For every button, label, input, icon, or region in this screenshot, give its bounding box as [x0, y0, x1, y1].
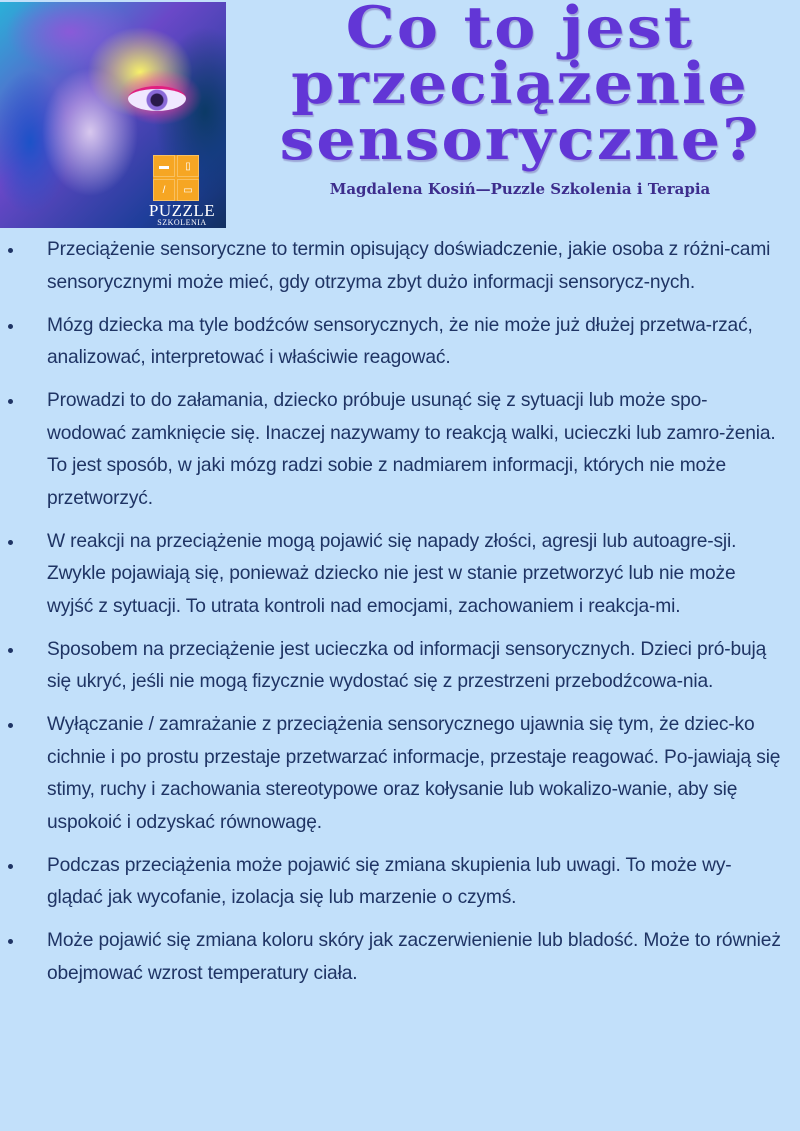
book-icon: ▬ — [153, 155, 175, 177]
list-item-text: Przeciążenie sensoryczne to termin opisujący doświadczenie, jakie osoba z różni-cami sensorycznymi może mieć, gdy otrzyma zbyt dużo informacji sensorycz-nych. — [47, 239, 771, 293]
logo-wordmark: PUZZLE — [148, 201, 216, 220]
monitor-icon: ▭ — [177, 179, 199, 201]
header — [0, 0, 800, 232]
pen-icon: / — [153, 179, 175, 201]
logo-subtext: SZKOLENIA — [157, 218, 207, 227]
list-item-text: Sposobem na przeciążenie jest ucieczka od informacji sensorycznych. Dzieci pró-bują się ukryć, jeśli nie mogą fizycznie wydostać się z przestrzeni przebodźcowa-nia. — [47, 638, 767, 692]
bullet-icon — [8, 648, 13, 653]
author-subtitle: Magdalena Kosiń—Puzzle Szkolenia i Terapia — [329, 180, 711, 198]
title-line-3: sensoryczne? — [279, 106, 761, 173]
list-item-text: Wyłączanie / zamrażanie z przeciążenia sensorycznego ujawnia się tym, że dziec-ko cichnie i po prostu przestaje przetwarzać informacje, przestaje reagować. Po-jawiają się stimy, ruchy i zachowania stereotypowe oraz kołysanie lub wokalizo-wanie, aby się uspokoić i odzyskać równowagę. — [47, 714, 781, 833]
list-item — [0, 234, 800, 299]
list-item-text: Może pojawić się zmiana koloru skóry jak zaczerwienienie lub bladość. Może to również obejmować wzrost temperatury ciała. — [47, 930, 781, 984]
list-item — [0, 526, 800, 624]
list-item — [0, 385, 800, 515]
list-item-text: W reakcji na przeciążenie mogą pojawić się napady złości, agresji lub autoagre-sji. Zwykle pojawiają się, ponieważ dziecko nie jest w stanie przetworzyć lub nie może wyjść z sytuacji. To utrata kontroli nad emocjami, zachowaniem i reakcja-mi. — [47, 530, 737, 617]
list-item — [0, 310, 800, 375]
list-item-text: Prowadzi to do załamania, dziecko próbuje usunąć się z sytuacji lub może spo-wodować zamknięcie się. Inaczej nazywamy to reakcją walki, ucieczki lub zamro-żenia. To jest sposób, w jaki mózg radzi sobie z nadmiarem informacji, których nie może przetworzyć. — [47, 390, 776, 509]
bullet-icon — [8, 540, 13, 545]
puzzle-logo-icon — [153, 155, 199, 201]
title-line-2: przeciążenie — [291, 50, 749, 117]
list-item — [0, 925, 800, 990]
bullet-icon — [8, 864, 13, 869]
list-item — [0, 634, 800, 699]
bullet-icon — [8, 399, 13, 404]
list-item — [0, 850, 800, 915]
painted-eye-decoration — [128, 86, 186, 111]
bullet-icon — [8, 324, 13, 329]
list-item-text: Mózg dziecka ma tyle bodźców sensorycznych, że nie może już dłużej przetwa-rzać, analizować, interpretować i właściwie reagować. — [47, 314, 753, 368]
cover-artwork-image — [0, 2, 226, 228]
page-title — [218, 0, 800, 173]
bullet-icon — [8, 723, 13, 728]
bullet-icon — [8, 248, 13, 253]
list-item — [0, 709, 800, 839]
list-item-text: Podczas przeciążenia może pojawić się zmiana skupienia lub uwagi. To może wy-glądać jak wycofanie, izolacja się lub marzenie o czymś. — [47, 854, 732, 908]
phone-icon: ▯ — [177, 155, 199, 177]
bullet-list — [0, 234, 800, 1001]
bullet-icon — [8, 939, 13, 944]
title-line-1: Co to jest — [345, 0, 695, 61]
